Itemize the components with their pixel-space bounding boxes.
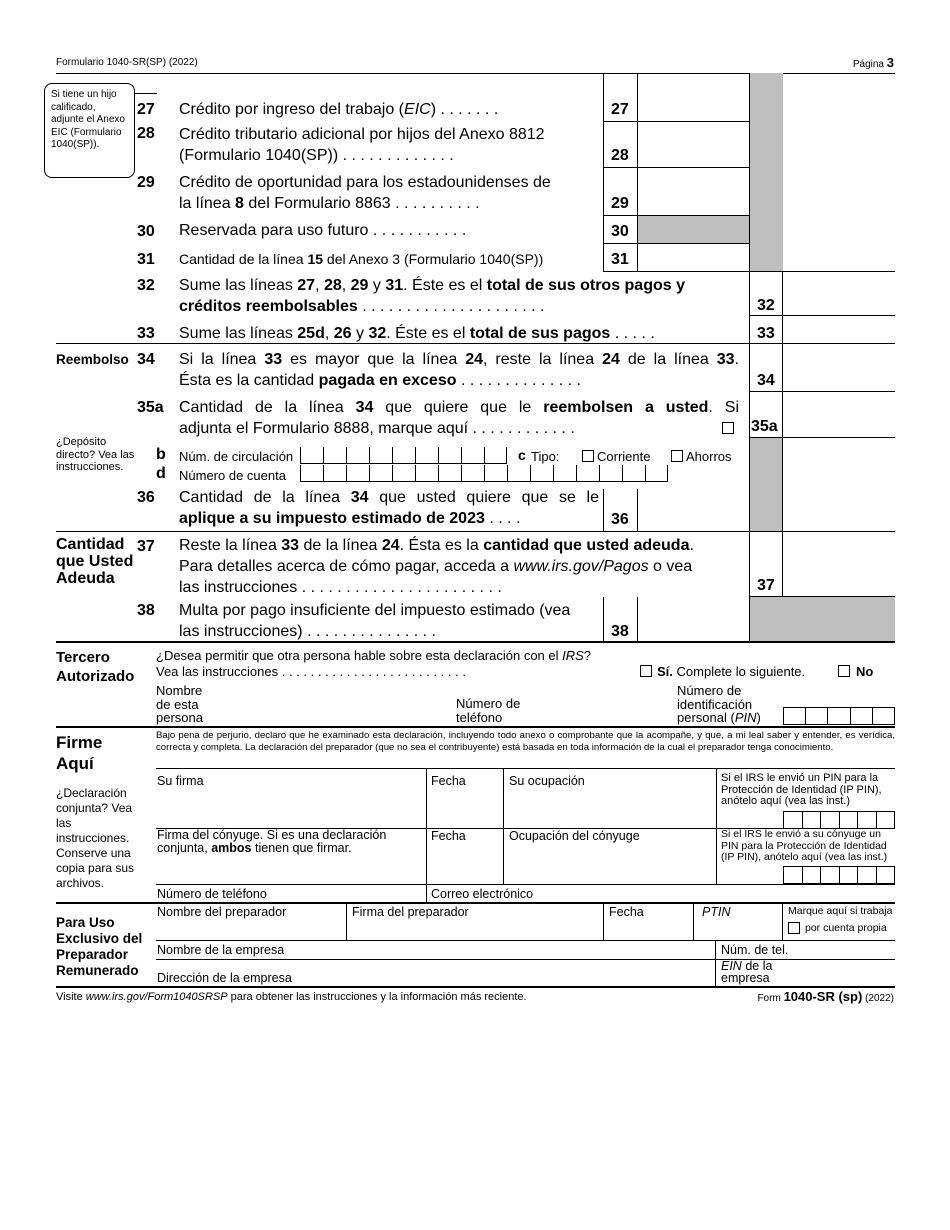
page-num-value: 3 bbox=[886, 55, 894, 70]
spouse-signature-field[interactable] bbox=[157, 856, 423, 883]
l33-g: . Éste es el bbox=[386, 325, 470, 342]
line-32-box-label: 32 bbox=[757, 297, 775, 314]
l34-a: Si la línea bbox=[179, 351, 265, 368]
line-30-dots: . . . . . . . . . . . bbox=[372, 222, 467, 239]
account-type-letter: c bbox=[518, 447, 526, 463]
l34-c: es mayor que la línea bbox=[282, 351, 466, 368]
l35a-e: . Si bbox=[708, 399, 739, 416]
firm-ein-field[interactable] bbox=[795, 961, 895, 985]
prep-col-1 bbox=[346, 904, 347, 940]
preparer-name-label: Nombre del preparador bbox=[157, 905, 287, 919]
spouse-sig-a: Firma del cónyuge. Si es una declaración conjunta, bbox=[157, 828, 387, 855]
l38-box-left bbox=[603, 597, 604, 641]
firm-phone-field[interactable] bbox=[795, 942, 895, 958]
shade-38 bbox=[750, 597, 895, 641]
l32-j: total de sus otros pagos y bbox=[486, 277, 685, 294]
l32-e: , bbox=[341, 277, 351, 294]
firm-address-field[interactable] bbox=[300, 961, 713, 985]
line-28-number: 28 bbox=[137, 125, 155, 142]
your-date-label: Fecha bbox=[431, 774, 466, 788]
line-28-text bbox=[179, 124, 545, 166]
third-party-yes-label bbox=[657, 664, 805, 680]
your-occupation-field[interactable] bbox=[505, 789, 714, 825]
your-signature-label: Su firma bbox=[157, 774, 204, 788]
callout-connector bbox=[134, 93, 157, 94]
your-date-field[interactable] bbox=[428, 789, 501, 825]
line-28-box-label: 28 bbox=[611, 147, 629, 164]
tp-pin-label: Número de identificación personal ( bbox=[677, 683, 753, 725]
designee-name-label: Nombre de esta persona bbox=[156, 683, 203, 725]
tp-pin-end: ) bbox=[756, 710, 761, 725]
line-32-text bbox=[179, 275, 739, 317]
self-employed-label-1: Marque aquí si trabaja bbox=[788, 905, 893, 917]
l37-c: de la línea bbox=[299, 537, 382, 554]
third-party-see-instructions bbox=[156, 664, 466, 680]
line-32-amount-field[interactable] bbox=[783, 272, 895, 315]
line-29-text bbox=[179, 172, 551, 214]
rule-36 bbox=[56, 531, 895, 532]
line-29-amount-field[interactable] bbox=[638, 168, 748, 215]
your-occupation-label: Su ocupación bbox=[509, 774, 585, 788]
l34-j: Ésta es la cantidad bbox=[179, 372, 319, 389]
firm-name-field[interactable] bbox=[290, 942, 713, 958]
tp-yes-rest: Complete lo siguiente. bbox=[672, 664, 806, 679]
line-37-amount-field[interactable] bbox=[783, 532, 895, 596]
firm-name-label: Nombre de la empresa bbox=[157, 943, 285, 957]
l37-b: 33 bbox=[281, 537, 300, 554]
spouse-occupation-label: Ocupación del cónyuge bbox=[509, 829, 640, 843]
l32-h: 31 bbox=[385, 277, 404, 294]
line-35a-box-label: 35a bbox=[751, 418, 778, 435]
line-36-text bbox=[179, 487, 599, 529]
line-27-box-label: 27 bbox=[611, 101, 629, 118]
sign-title-1: Firme bbox=[56, 733, 103, 752]
perjury-statement: Bajo pena de perjurio, declaro que he examinado esta declaración, incluyendo todo anexo o comprobante que la acompañe, y que, a mi leal saber y entender, es verídica, correcta y completa. La declaración del preparador (que no sea el contribuyente) está basada en toda información de la cual el preparador tenga conocimiento. bbox=[156, 730, 895, 753]
account-number-input[interactable] bbox=[300, 465, 668, 482]
designee-phone-field[interactable] bbox=[527, 684, 672, 724]
l37-d: 24 bbox=[381, 537, 400, 554]
rule-third-party bbox=[56, 726, 895, 728]
line-37-box-label: 37 bbox=[757, 577, 775, 594]
ptin-label: PTIN bbox=[702, 905, 731, 919]
l34-i: . bbox=[734, 351, 740, 368]
l36-dots: . . . . bbox=[489, 510, 521, 527]
l37-j: o vea bbox=[648, 558, 693, 575]
ip-pin-note-1: Si el IRS le envió un PIN para la Protección de Identidad (IP PIN), anótelo aquí (vea las inst.) bbox=[721, 772, 882, 807]
l35a-c: que quiere que le bbox=[373, 399, 544, 416]
line-35b-letter: b bbox=[156, 446, 166, 463]
spouse-date-field[interactable] bbox=[428, 845, 501, 883]
routing-number-input[interactable] bbox=[300, 447, 507, 464]
preparer-name-field[interactable] bbox=[157, 920, 344, 939]
footer-visit-a: Visite bbox=[56, 991, 86, 1003]
line-27-italic: EIC bbox=[404, 101, 431, 118]
line-31-text bbox=[179, 250, 543, 268]
line-29-text-2b: 8 bbox=[235, 195, 244, 212]
l37-a: Reste la línea bbox=[179, 537, 282, 554]
l35a-d: reembolsen a usted bbox=[543, 399, 709, 416]
line-28-text-2: (Formulario 1040(SP)) bbox=[179, 147, 339, 164]
line-35a-amount-field[interactable] bbox=[783, 392, 895, 437]
line-32-number: 32 bbox=[137, 277, 155, 294]
line-38-text bbox=[179, 600, 570, 642]
rule-29 bbox=[603, 215, 749, 216]
footer-form-word: Form bbox=[757, 993, 784, 1004]
l36-c: que usted quiere que se le bbox=[368, 489, 599, 506]
l32-f: 29 bbox=[350, 277, 369, 294]
l34-b: 33 bbox=[264, 351, 283, 368]
l32-k: créditos reembolsables bbox=[179, 298, 358, 315]
amount-owed-section-label: Cantidad que Usted Adeuda bbox=[56, 536, 134, 587]
l32-dots: . . . . . . . . . . . . . . . . . . . . . bbox=[362, 298, 545, 315]
tp-dots: . . . . . . . . . . . . . . . . . . . . . . . . . . bbox=[281, 664, 466, 679]
refund-section-label: Reembolso bbox=[56, 352, 129, 367]
line-29-dots: . . . . . . . . . . bbox=[395, 195, 480, 212]
l33-b: 25d bbox=[297, 325, 325, 342]
line-27-number: 27 bbox=[137, 101, 155, 118]
sign-col-2 bbox=[503, 768, 504, 884]
eic-callout bbox=[44, 83, 135, 178]
preparer-date-label: Fecha bbox=[609, 905, 644, 919]
page-label: Página bbox=[852, 59, 884, 70]
line-33-amount-field[interactable] bbox=[783, 316, 895, 343]
line-34-number: 34 bbox=[137, 351, 155, 368]
line-29-text-2a: la línea bbox=[179, 195, 236, 212]
spouse-date-label: Fecha bbox=[431, 829, 466, 843]
rule-bottom bbox=[56, 986, 895, 988]
your-signature-field[interactable] bbox=[157, 789, 423, 825]
line-29-box-label: 29 bbox=[611, 195, 629, 212]
ip-pin-note-2: Si el IRS le envió a su cónyuge un PIN para la Protección de Identidad (IP PIN), anótelo aquí (vea las inst.) bbox=[721, 828, 888, 863]
l32-a: Sume las líneas bbox=[179, 277, 298, 294]
tp-q1-end: ? bbox=[583, 648, 592, 663]
designee-phone-label: Número de teléfono bbox=[456, 696, 521, 725]
line-31-amount-field[interactable] bbox=[638, 244, 748, 271]
line-31-text-a: Cantidad de la línea bbox=[179, 251, 308, 267]
spouse-sig-c: tienen que firmar. bbox=[251, 841, 352, 855]
rule-33 bbox=[56, 343, 895, 344]
preparer-signature-field[interactable] bbox=[348, 920, 601, 939]
footer-url: www.irs.gov/Form1040SRSP bbox=[85, 991, 228, 1003]
prep-col-5 bbox=[715, 940, 716, 986]
l35a-a: Cantidad de la línea bbox=[179, 399, 356, 416]
shade-27-31 bbox=[749, 73, 783, 271]
l37-h: Para detalles acerca de cómo pagar, acceda a bbox=[179, 558, 514, 575]
designee-pin-input[interactable] bbox=[783, 707, 895, 725]
l34-dots: . . . . . . . . . . . . . . bbox=[460, 372, 581, 389]
tp-q1: ¿Desea permitir que otra persona hable sobre esta declaración con el bbox=[156, 648, 563, 663]
l36-d: aplique a su impuesto estimado de 2023 bbox=[179, 510, 485, 527]
line-27-text-b: ) bbox=[430, 101, 437, 118]
routing-number-label: Núm. de circulación bbox=[179, 449, 294, 464]
footer-year: (2022) bbox=[862, 993, 894, 1004]
l34-f: 24 bbox=[602, 351, 620, 368]
footer-form-id bbox=[757, 989, 894, 1004]
firm-address-label: Dirección de la empresa bbox=[157, 971, 292, 985]
l33-f: 32 bbox=[368, 325, 387, 342]
prep-col-2 bbox=[603, 904, 604, 940]
third-party-no-checkbox[interactable] bbox=[838, 665, 850, 677]
line-29-text-1: Crédito de oportunidad para los estadounidenses de bbox=[179, 174, 551, 191]
line-38-amount-field[interactable] bbox=[638, 597, 748, 641]
line-27-text-a: Crédito por ingreso del trabajo ( bbox=[179, 101, 405, 118]
l32-d: 28 bbox=[323, 277, 342, 294]
line-30-text bbox=[179, 220, 466, 241]
ein-rest: de la empresa bbox=[721, 959, 773, 985]
outer-col-left bbox=[749, 73, 750, 641]
prep-col-4 bbox=[782, 904, 783, 940]
l36-a: Cantidad de la línea bbox=[179, 489, 351, 506]
l35a-dots: . . . . . . . . . . . . bbox=[472, 420, 575, 437]
tp-q2: Vea las instrucciones bbox=[156, 664, 279, 679]
line-28-amount-field[interactable] bbox=[638, 122, 748, 167]
l37-dots: . . . . . . . . . . . . . . . . . . . . . . . bbox=[301, 579, 502, 596]
l33-e: y bbox=[351, 325, 369, 342]
ptin-field[interactable] bbox=[695, 920, 780, 939]
l33-d: 26 bbox=[333, 325, 352, 342]
l38-dots: . . . . . . . . . . . . . . . bbox=[307, 623, 436, 640]
savings-label: Ahorros bbox=[686, 449, 732, 464]
preparer-signature-label: Firma del preparador bbox=[352, 905, 469, 919]
line-28-dots: . . . . . . . . . . . . . bbox=[342, 147, 454, 164]
rule-sign-top bbox=[156, 768, 895, 769]
line-34-box-label: 34 bbox=[757, 372, 775, 389]
line-29-number: 29 bbox=[137, 174, 155, 191]
l38-b: las instrucciones) bbox=[179, 623, 303, 640]
l32-b: 27 bbox=[297, 277, 316, 294]
line-35a-number: 35a bbox=[137, 399, 164, 416]
l34-h: 33 bbox=[716, 351, 735, 368]
preparer-section-title: Para Uso Exclusivo del Preparador Remunerado bbox=[56, 915, 143, 978]
designee-pin-label bbox=[677, 684, 777, 725]
footer-visit bbox=[56, 991, 527, 1004]
spouse-sig-b: ambos bbox=[211, 841, 252, 855]
line-33-box-label: 33 bbox=[757, 325, 775, 342]
designee-name-field[interactable] bbox=[214, 684, 454, 724]
third-party-question bbox=[156, 648, 591, 664]
line-31-number: 31 bbox=[137, 251, 155, 268]
l37-f: cantidad que usted adeuda bbox=[483, 537, 690, 554]
rule-38 bbox=[56, 641, 895, 643]
l37-g: . bbox=[689, 537, 694, 554]
joint-return-note: ¿Declaración conjunta? Vea las instrucciones. Conserve una copia para sus archivos. bbox=[56, 786, 135, 890]
line-31-text-b: 15 bbox=[307, 251, 324, 267]
l34-e: , reste la línea bbox=[483, 351, 603, 368]
checking-checkbox[interactable] bbox=[582, 450, 594, 462]
preparer-date-field[interactable] bbox=[605, 920, 691, 939]
line-27-dots: . . . . . . . bbox=[440, 101, 499, 118]
account-number-label: Número de cuenta bbox=[179, 468, 286, 483]
sign-here-title bbox=[56, 732, 102, 774]
footer-visit-b: para obtener las instrucciones y la información más reciente. bbox=[227, 991, 527, 1003]
direct-deposit-note: ¿Depósito directo? Vea las instrucciones. bbox=[56, 436, 135, 473]
inner-col-left bbox=[603, 73, 604, 271]
line-35a-text bbox=[179, 397, 739, 439]
phone-label: Número de teléfono bbox=[157, 887, 267, 901]
line-38-number: 38 bbox=[137, 602, 155, 619]
line-30-box-label: 30 bbox=[611, 223, 629, 240]
l33-c: , bbox=[324, 325, 334, 342]
l33-a: Sume las líneas bbox=[179, 325, 298, 342]
line-30-number: 30 bbox=[137, 223, 155, 240]
l32-i: . Éste es el bbox=[403, 277, 487, 294]
rule-sign-phone bbox=[156, 884, 895, 885]
firm-phone-label: Núm. de tel. bbox=[721, 943, 789, 957]
line-31-box-label: 31 bbox=[611, 251, 629, 268]
third-party-title: Tercero Autorizado bbox=[56, 649, 135, 685]
l35a-f: adjunta el Formulario 8888, marque aquí bbox=[179, 420, 469, 437]
l37-k: las instrucciones bbox=[179, 579, 298, 596]
email-field[interactable] bbox=[540, 886, 895, 901]
sign-title-2: Aquí bbox=[56, 754, 94, 773]
line-35d-letter: d bbox=[156, 465, 166, 482]
l33-h: total de sus pagos bbox=[469, 325, 611, 342]
l34-d: 24 bbox=[465, 351, 483, 368]
phone-field[interactable] bbox=[270, 886, 424, 901]
l37-i: www.irs.gov/Pagos bbox=[513, 558, 649, 575]
shade-30 bbox=[638, 215, 749, 243]
form-8888-checkbox[interactable] bbox=[722, 422, 734, 434]
l35a-b: 34 bbox=[355, 399, 374, 416]
savings-checkbox[interactable] bbox=[671, 450, 683, 462]
l34-g: de la línea bbox=[619, 351, 717, 368]
ein-italic: EIN bbox=[721, 959, 742, 973]
line-37-text bbox=[179, 535, 739, 598]
account-type-label: Tipo: bbox=[531, 449, 560, 464]
line-34-amount-field[interactable] bbox=[783, 344, 895, 391]
l36-box-left bbox=[603, 489, 604, 531]
rule-prep-2 bbox=[156, 959, 895, 960]
line-31-text-c: del Anexo 3 (Formulario 1040(SP)) bbox=[323, 251, 544, 267]
eic-callout-text: Si tiene un hijo calificado, adjunte el Anexo EIC (Formulario 1040(SP)). bbox=[51, 89, 125, 150]
self-employed-checkbox[interactable] bbox=[788, 922, 800, 934]
line-37-number: 37 bbox=[137, 538, 155, 555]
tp-yes: Sí. bbox=[657, 664, 673, 679]
self-employed-label-2: por cuenta propia bbox=[805, 922, 887, 934]
third-party-no-label: No bbox=[856, 664, 874, 679]
form-id-header: Formulario 1040-SR(SP) (2022) bbox=[56, 57, 198, 68]
third-party-yes-checkbox[interactable] bbox=[640, 665, 652, 677]
l36-b: 34 bbox=[350, 489, 369, 506]
line-29-text-2c: del Formulario 8863 bbox=[243, 195, 391, 212]
line-38-box-label: 38 bbox=[611, 623, 629, 640]
l33-dots: . . . . . bbox=[614, 325, 655, 342]
line-36-number: 36 bbox=[137, 489, 155, 506]
line-27-text bbox=[179, 99, 498, 120]
checking-label: Corriente bbox=[597, 449, 651, 464]
l32-c: , bbox=[315, 277, 324, 294]
tp-pin-italic: PIN bbox=[734, 710, 757, 725]
line-28-text-1: Crédito tributario adicional por hijos del Anexo 8812 bbox=[179, 126, 545, 143]
l34-k: pagada en exceso bbox=[318, 372, 457, 389]
line-30-text-a: Reservada para uso futuro bbox=[179, 222, 369, 239]
line-27-amount-field[interactable] bbox=[638, 74, 748, 120]
rule-prep-1 bbox=[156, 940, 895, 941]
email-label: Correo electrónico bbox=[431, 887, 534, 901]
shade-35b-36 bbox=[750, 438, 782, 531]
spouse-occupation-field[interactable] bbox=[505, 845, 714, 883]
sign-col-3 bbox=[716, 768, 717, 884]
ip-pin-input-1[interactable] bbox=[783, 811, 895, 829]
l38-a: Multa por pago insuficiente del impuesto estimado (vea bbox=[179, 602, 571, 619]
line-34-text bbox=[179, 349, 739, 391]
ip-pin-input-2[interactable] bbox=[783, 866, 895, 884]
prep-col-3 bbox=[693, 904, 694, 940]
tp-q1-irs: IRS bbox=[562, 648, 584, 663]
rule-sign-bottom bbox=[56, 902, 895, 904]
sign-col-1 bbox=[426, 768, 427, 902]
spouse-signature-label bbox=[157, 829, 417, 855]
line-36-box-label: 36 bbox=[611, 511, 629, 528]
page-number bbox=[853, 55, 894, 70]
footer-form-number: 1040-SR (sp) bbox=[783, 989, 863, 1004]
l32-g: y bbox=[368, 277, 386, 294]
line-36-amount-field[interactable] bbox=[638, 489, 748, 531]
line-33-text bbox=[179, 323, 655, 344]
l37-e: . Ésta es la bbox=[399, 537, 484, 554]
line-33-number: 33 bbox=[137, 325, 155, 342]
firm-ein-label bbox=[721, 961, 791, 984]
